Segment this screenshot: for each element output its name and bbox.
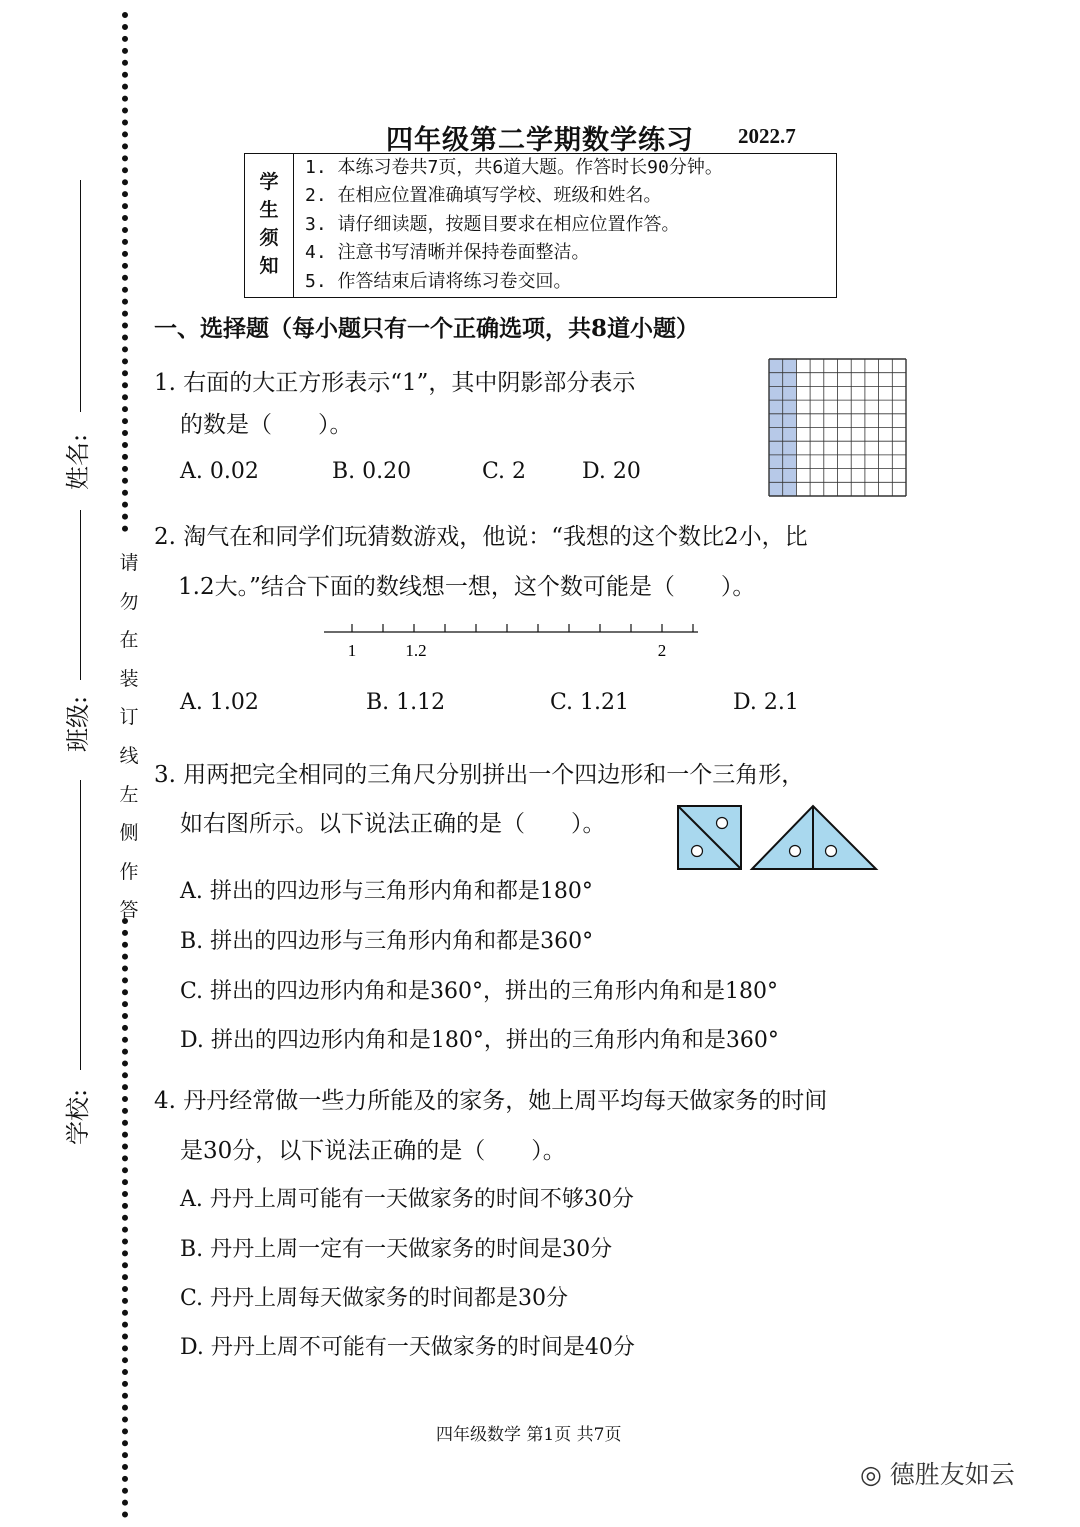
- school-label: 学校:: [64, 1088, 92, 1145]
- notice-list: [305, 154, 723, 296]
- q2-option-b[interactable]: B. 1.12: [366, 690, 446, 715]
- section-title: 一、选择题（每小题只有一个正确选项，共8道小题）: [154, 315, 700, 342]
- q1-option-c[interactable]: C. 2: [482, 459, 527, 484]
- binding-dotted-line-bottom: [122, 918, 134, 1518]
- q4-option-c[interactable]: C. 丹丹上周每天做家务的时间都是30分: [180, 1286, 569, 1311]
- q3-text-line1: 3. 用两把完全相同的三角尺分别拼出一个四边形和一个三角形，: [154, 762, 805, 788]
- q2-text-line2: 1.2大。”结合下面的数线想一想，这个数可能是（ ）。: [178, 574, 756, 600]
- q2-option-d[interactable]: D. 2.1: [733, 690, 799, 715]
- binding-dotted-line-top: [122, 12, 134, 532]
- q3-option-a[interactable]: A. 拼出的四边形与三角形内角和都是180°: [180, 879, 593, 904]
- number-line-label-1-2: 1.2: [405, 641, 427, 660]
- q4-option-b[interactable]: B. 丹丹上周一定有一天做家务的时间是30分: [180, 1237, 613, 1262]
- watermark: ◎ 德胜友如云: [860, 1460, 1015, 1489]
- notice-item: 3. 请仔细读题，按题目要求在相应位置作答。: [305, 213, 680, 235]
- name-line[interactable]: [80, 180, 81, 412]
- school-line[interactable]: [80, 780, 81, 1070]
- student-notice-box: [244, 153, 837, 298]
- name-label: 姓名:: [64, 433, 92, 490]
- q4-text-line1: 4. 丹丹经常做一些力所能及的家务，她上周平均每天做家务的时间: [154, 1088, 828, 1114]
- notice-item: 1. 本练习卷共7页，共6道大题。作答时长90分钟。: [305, 157, 723, 178]
- q3-option-b[interactable]: B. 拼出的四边形与三角形内角和都是360°: [180, 929, 594, 954]
- number-line-label-1: 1: [347, 641, 357, 660]
- q1-option-a[interactable]: A. 0.02: [180, 459, 259, 484]
- notice-item: 5. 作答结束后请将练习卷交回。: [305, 270, 572, 292]
- notice-item: 4. 注意书写清晰并保持卷面整洁。: [305, 242, 590, 264]
- q1-hundred-grid: [768, 358, 907, 497]
- triangle-figure: [752, 806, 876, 869]
- wechat-icon: ◎: [860, 1460, 890, 1489]
- quadrilateral-figure: [678, 806, 741, 869]
- q3-set-squares-figure: [676, 804, 880, 872]
- q2-number-line: [322, 618, 702, 662]
- exam-date: 2022.7: [738, 124, 796, 148]
- q2-text-line1: 2. 淘气在和同学们玩猜数游戏，他说：“我想的这个数比2小，比: [154, 524, 808, 550]
- q3-option-d[interactable]: D. 拼出的四边形内角和是180°，拼出的三角形内角和是360°: [180, 1028, 779, 1053]
- q4-text-line2: 是30分，以下说法正确的是（ ）。: [180, 1138, 566, 1164]
- q1-option-d[interactable]: D. 20: [582, 459, 641, 484]
- class-line[interactable]: [80, 510, 81, 680]
- notice-heading: 学 生 须 知: [245, 154, 294, 297]
- page-footer: 四年级数学 第1页 共7页: [436, 1425, 622, 1445]
- q1-text-line1: 1. 右面的大正方形表示“1”，其中阴影部分表示: [154, 370, 636, 396]
- binding-note: 请 勿 在 装 订 线 左 侧 作 答: [119, 552, 139, 922]
- page-title: 四年级第二学期数学练习: [386, 125, 694, 156]
- notice-item: 2. 在相应位置准确填写学校、班级和姓名。: [305, 185, 662, 207]
- q1-text-line2: 的数是（ ）。: [180, 412, 353, 438]
- class-label: 班级:: [64, 695, 92, 752]
- number-line-label-2: 2: [657, 641, 667, 660]
- q1-option-b[interactable]: B. 0.20: [332, 459, 412, 484]
- q3-text-line2: 如右图所示。以下说法正确的是（ ）。: [180, 811, 606, 837]
- q4-option-d[interactable]: D. 丹丹上周不可能有一天做家务的时间是40分: [180, 1335, 635, 1360]
- q2-option-a[interactable]: A. 1.02: [180, 690, 259, 715]
- q2-option-c[interactable]: C. 1.21: [550, 690, 630, 715]
- q3-option-c[interactable]: C. 拼出的四边形内角和是360°，拼出的三角形内角和是180°: [180, 979, 779, 1004]
- q4-option-a[interactable]: A. 丹丹上周可能有一天做家务的时间不够30分: [180, 1187, 634, 1212]
